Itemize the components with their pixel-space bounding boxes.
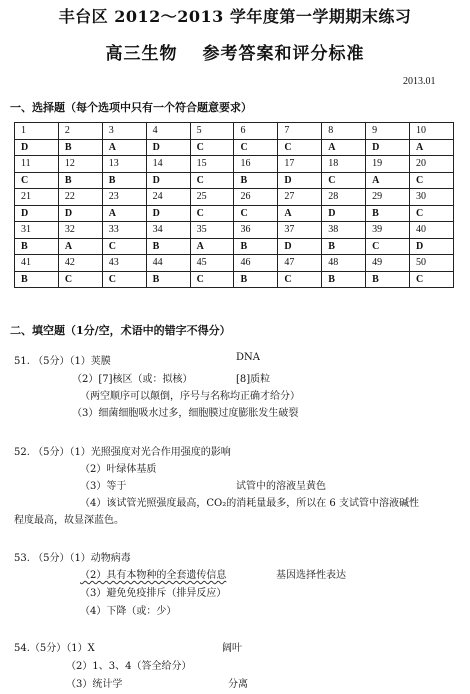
table-cell: C: [410, 271, 454, 288]
table-cell: B: [102, 172, 146, 189]
q51-line1: 51. （5分）（1）荚膜: [14, 356, 111, 367]
page-title: 丰台区 2012～2013 学年度第一学期期末练习: [58, 7, 412, 26]
table-cell: 50: [410, 255, 454, 272]
table-cell: 7: [278, 123, 322, 140]
table-cell: D: [366, 139, 410, 156]
q54-line1: 54.（5分）（1）X: [14, 643, 95, 654]
date-label: 2013.01: [403, 76, 436, 87]
q52-line5: 程度最高，故显深蓝色。: [14, 515, 124, 526]
table-cell: A: [410, 139, 454, 156]
table-cell: C: [410, 205, 454, 222]
q51-line2-answer2: [8]质粒: [236, 374, 271, 385]
q51-line3: （两空顺序可以颠倒，序号与名称均正确才给分）: [80, 391, 300, 402]
table-cell: B: [234, 172, 278, 189]
table-cell: 29: [366, 189, 410, 206]
table-cell: 12: [58, 156, 102, 173]
table-cell: 28: [322, 189, 366, 206]
q53-line3: （3）避免免疫排斥（排异反应）: [80, 588, 227, 599]
table-cell: 27: [278, 189, 322, 206]
table-cell: D: [146, 139, 190, 156]
table-cell: C: [366, 238, 410, 255]
table-cell: B: [366, 205, 410, 222]
table-cell: 34: [146, 222, 190, 239]
table-cell: B: [15, 271, 59, 288]
table-cell: B: [15, 238, 59, 255]
table-cell: D: [410, 238, 454, 255]
table-cell: 41: [15, 255, 59, 272]
table-cell: 19: [366, 156, 410, 173]
table-cell: 23: [102, 189, 146, 206]
table-cell: A: [102, 139, 146, 156]
table-cell: 47: [278, 255, 322, 272]
table-cell: 38: [322, 222, 366, 239]
table-cell: C: [410, 172, 454, 189]
table-cell: 8: [322, 123, 366, 140]
table-cell: C: [322, 172, 366, 189]
table-cell: 40: [410, 222, 454, 239]
table-cell: 15: [190, 156, 234, 173]
table-row-numbers: [15, 123, 454, 140]
table-row-answers: [15, 172, 454, 189]
table-cell: 3: [102, 123, 146, 140]
table-cell: 22: [58, 189, 102, 206]
table-cell: B: [322, 238, 366, 255]
table-cell: 44: [146, 255, 190, 272]
answer-table: [14, 122, 454, 288]
page-subtitle: 高三生物 参考答案和评分标准: [105, 44, 365, 64]
q52-line3: （3）等于: [80, 481, 127, 492]
table-cell: B: [234, 238, 278, 255]
table-cell: C: [190, 205, 234, 222]
table-cell: 9: [366, 123, 410, 140]
q54-line2: （2）1、3、4（答全给分）: [66, 661, 192, 672]
table-row-answers: [15, 205, 454, 222]
table-cell: 13: [102, 156, 146, 173]
q53-line2-answer2: 基因选择性表达: [276, 570, 346, 581]
table-cell: 16: [234, 156, 278, 173]
table-row-numbers: [15, 255, 454, 272]
table-cell: 14: [146, 156, 190, 173]
table-cell: C: [234, 139, 278, 156]
table-cell: B: [366, 271, 410, 288]
table-row-numbers: [15, 189, 454, 206]
table-cell: B: [58, 139, 102, 156]
table-row-numbers: [15, 156, 454, 173]
table-cell: 18: [322, 156, 366, 173]
table-cell: B: [322, 271, 366, 288]
table-cell: C: [190, 139, 234, 156]
q54-line3-answer2: 分离: [228, 679, 248, 690]
table-cell: C: [278, 271, 322, 288]
table-cell: 2: [58, 123, 102, 140]
table-row-answers: [15, 139, 454, 156]
q52-line3-answer2: 试管中的溶液呈黄色: [236, 481, 326, 492]
table-cell: 4: [146, 123, 190, 140]
table-cell: C: [234, 205, 278, 222]
table-cell: D: [278, 172, 322, 189]
table-cell: B: [146, 271, 190, 288]
table-cell: D: [15, 205, 59, 222]
table-cell: 24: [146, 189, 190, 206]
table-cell: 11: [15, 156, 59, 173]
table-cell: D: [146, 172, 190, 189]
table-cell: 45: [190, 255, 234, 272]
table-cell: C: [190, 172, 234, 189]
table-cell: 42: [58, 255, 102, 272]
q52-line1: 52. （5分）（1）光照强度对光合作用强度的影响: [14, 447, 231, 458]
table-cell: 6: [234, 123, 278, 140]
table-cell: 48: [322, 255, 366, 272]
table-cell: 17: [278, 156, 322, 173]
q53-line1: 53. （5分）（1）动物病毒: [14, 553, 131, 564]
q51-line2: （2）[7]核区（或：拟核）: [72, 374, 193, 385]
table-cell: 1: [15, 123, 59, 140]
table-cell: 25: [190, 189, 234, 206]
table-cell: 32: [58, 222, 102, 239]
table-cell: C: [58, 271, 102, 288]
table-cell: C: [102, 271, 146, 288]
table-cell: D: [322, 205, 366, 222]
table-row-answers: [15, 271, 454, 288]
table-cell: D: [278, 238, 322, 255]
table-cell: 21: [15, 189, 59, 206]
table-cell: 30: [410, 189, 454, 206]
table-cell: A: [190, 238, 234, 255]
table-row-answers: [15, 238, 454, 255]
q54-line1-answer2: 阔叶: [222, 643, 242, 654]
table-cell: 37: [278, 222, 322, 239]
q51-line4: （3）细菌细胞吸水过多，细胞膜过度膨胀发生破裂: [72, 408, 299, 419]
section2-heading: 二、填空题（1分/空，术语中的错字不得分）: [10, 324, 231, 337]
q53-line2: （2）具有本物种的全套遗传信息: [80, 570, 227, 581]
table-cell: 35: [190, 222, 234, 239]
table-cell: C: [102, 238, 146, 255]
table-cell: C: [190, 271, 234, 288]
q52-line4: （4）该试管光照强度最高，CO₂的消耗量最多，所以在 6 支试管中溶液碱性: [80, 498, 419, 509]
table-cell: A: [58, 238, 102, 255]
table-cell: A: [322, 139, 366, 156]
table-cell: 20: [410, 156, 454, 173]
table-cell: B: [146, 238, 190, 255]
table-cell: 5: [190, 123, 234, 140]
table-row-numbers: [15, 222, 454, 239]
q51-line1-answer2: DNA: [236, 352, 260, 363]
table-cell: A: [278, 205, 322, 222]
table-cell: A: [366, 172, 410, 189]
q52-line2: （2）叶绿体基质: [80, 464, 157, 475]
table-cell: C: [15, 172, 59, 189]
table-cell: C: [278, 139, 322, 156]
table-cell: 26: [234, 189, 278, 206]
table-cell: 31: [15, 222, 59, 239]
table-cell: 49: [366, 255, 410, 272]
table-cell: B: [58, 172, 102, 189]
table-cell: D: [146, 205, 190, 222]
table-cell: 43: [102, 255, 146, 272]
q53-line4: （4）下降（或：少）: [80, 606, 177, 617]
table-cell: 10: [410, 123, 454, 140]
table-cell: D: [15, 139, 59, 156]
table-cell: B: [234, 271, 278, 288]
table-cell: A: [102, 205, 146, 222]
q54-line3: （3）统计学: [66, 679, 123, 690]
table-cell: 36: [234, 222, 278, 239]
table-cell: 33: [102, 222, 146, 239]
table-cell: 39: [366, 222, 410, 239]
section1-heading: 一、选择题（每个选项中只有一个符合题意要求）: [10, 101, 252, 114]
table-cell: D: [58, 205, 102, 222]
table-cell: 46: [234, 255, 278, 272]
